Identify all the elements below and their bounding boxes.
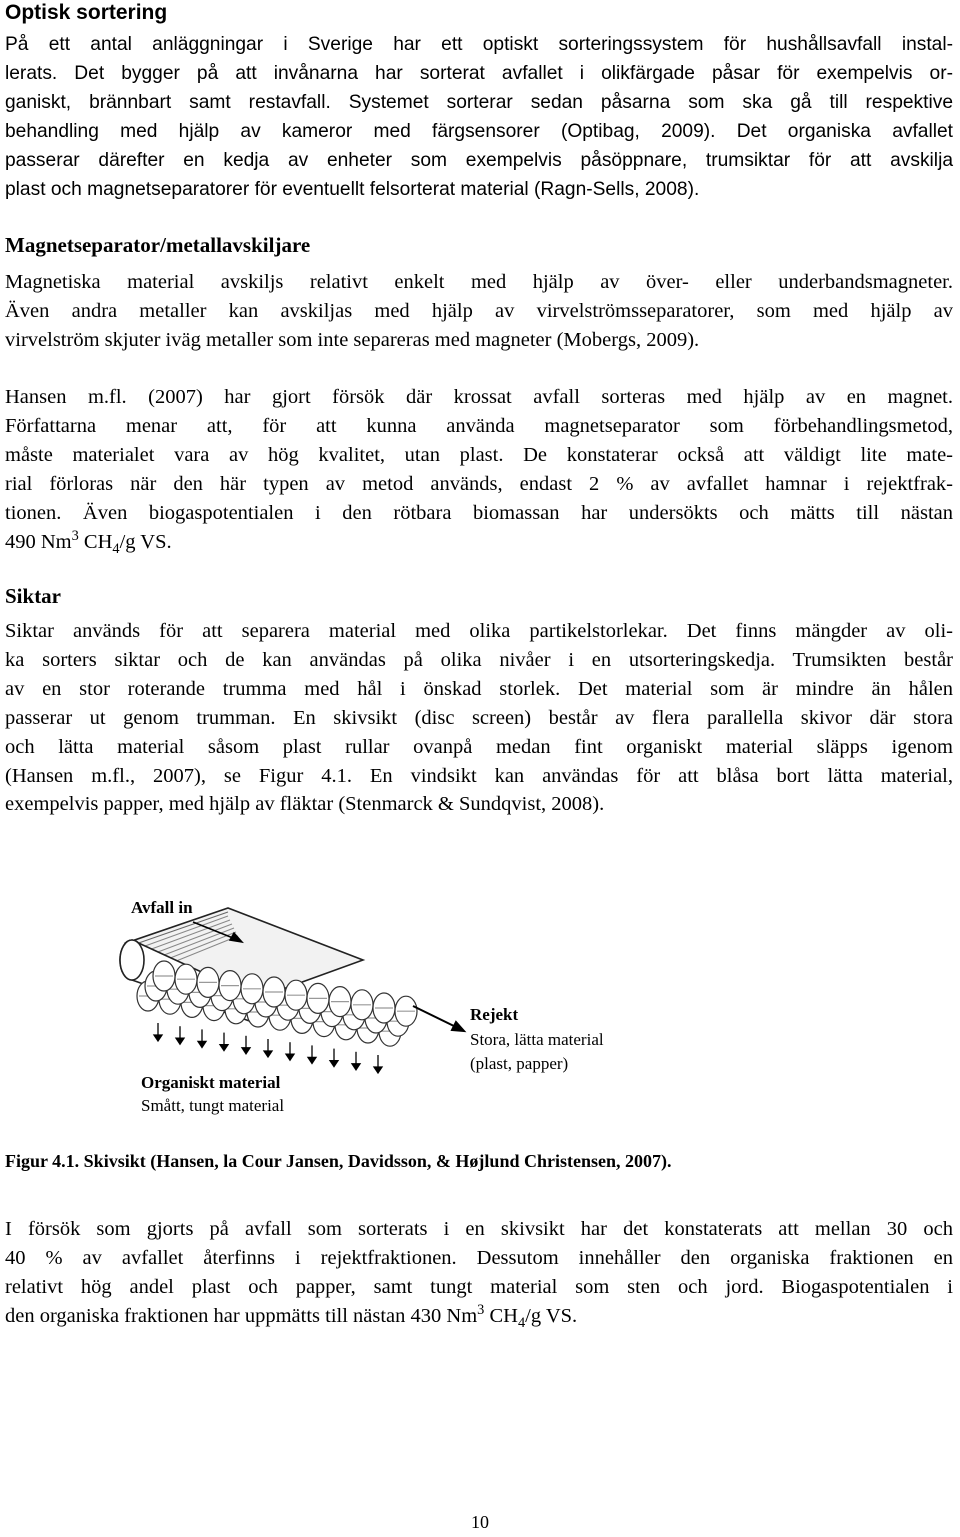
label-organiskt: Organiskt material <box>141 1073 281 1092</box>
heading-siktar: Siktar <box>5 584 62 608</box>
paragraph-magnet-1 <box>5 268 953 355</box>
text-line: rial förloras när den här typen av metod används, endast 2 % av avfallet hamnar i rejektfrak- <box>5 472 953 495</box>
text-line: den organiska fraktionen har uppmätts till nästan 430 Nm$^3$ $CH_4/g$ VS. <box>5 1301 578 1331</box>
text-line: behandling med hjälp av kameror med färgsensorer (Optibag, 2009). Det organiska avfallet <box>5 121 953 142</box>
text-line: och lätta material såsom plast rullar ovanpå medan fint organiskt material släpps igenom <box>5 735 953 758</box>
text-line: Hansen m.fl. (2007) har gjort försök där krossat avfall sorteras med hjälp av en magnet. <box>5 386 953 408</box>
heading-optisk-sortering: Optisk sortering <box>5 1 168 24</box>
text-line: 40 % av avfallet återfinns i rejektfraktionen. Dessutom innehåller den organiska fraktionen en <box>5 1246 953 1269</box>
text-line: 490 Nm$^3$ $CH_4/g$ VS. <box>5 527 172 557</box>
label-rejekt-desc-2: (plast, papper) <box>470 1054 569 1073</box>
text-line: plast och magnetseparatorer för eventuellt felsorterat material (Ragn-Sells, 2008). <box>5 179 700 200</box>
text-line: virvelström skjuter iväg metaller som inte separeras med magneter (Mobergs, 2009). <box>5 328 700 351</box>
text-line: ka sorters siktar och de kan användas på olika nivåer i en utsorteringskedja. Trumsikten består <box>5 648 953 671</box>
text-line: lerats. Det bygger på att invånarna har sorterat avfallet i olikfärgade påsar för exempelvis or- <box>5 63 953 84</box>
paragraph-magnet-2 <box>5 383 953 556</box>
paragraph-optisk <box>5 30 953 204</box>
label-rejekt-desc-1: Stora, lätta material <box>470 1030 604 1049</box>
text-line: relativt hög andel plast och papper, samt tungt material som sten och jord. Biogaspotentialen i <box>5 1275 953 1298</box>
reject-arrow <box>413 1006 464 1031</box>
text-line: I försök som gjorts på avfall som sorterats i en skivsikt har det konstaterats att mellan 30 och <box>5 1218 953 1240</box>
text-line: ganiskt, brännbart samt restavfall. Systemet sorterar sedan påsarna som ska gå till respektive <box>5 92 953 113</box>
figure-caption: Figur 4.1. Skivsikt (Hansen, la Cour Jansen, Davidsson, & Højlund Christensen, 2007). <box>5 1151 672 1171</box>
text-line: Författarna menar att, för att kunna använda magnetseparator som förbehandlingsmetod, <box>5 414 953 437</box>
paragraph-siktar <box>5 617 953 819</box>
text-line: av en stor roterande trumma med hål i önskad storlek. Det material som är mindre än hålen <box>5 677 953 700</box>
text-line: Även andra metaller kan avskiljas med hjälp av virvelströmsseparatorer, som med hjälp av <box>5 299 953 322</box>
text-line: exempelvis papper, med hjälp av fläktar (Stenmarck & Sundqvist, 2008). <box>5 793 605 816</box>
text-line: Magnetiska material avskiljs relativt enkelt med hjälp av över- eller underbandsmagneter. <box>5 271 953 293</box>
text-line: Siktar används för att separera material med olika partikelstorlekar. Det finns mängder av oli- <box>5 620 953 642</box>
text-line: (Hansen m.fl., 2007), se Figur 4.1. En vindsikt kan användas för att blåsa bort lätta material, <box>5 764 953 787</box>
text-line: passerar därefter en kedja av enheter som exempelvis påsöppnare, trumsiktar för att avskilja <box>5 150 953 171</box>
paragraph-final <box>5 1215 953 1331</box>
label-rejekt: Rejekt <box>470 1005 519 1024</box>
label-organiskt-desc: Smått, tungt material <box>141 1096 285 1115</box>
page-number: 10 <box>471 1512 489 1532</box>
text-line: måste materialet vara av hög kvalitet, utan plast. De konstaterar också att väldigt lite mate- <box>5 443 953 466</box>
text-line: tionen. Även biogaspotentialen i den rötbara biomassan har undersökts och mätts till nästan <box>5 501 953 524</box>
text-line: På ett antal anläggningar i Sverige har ett optiskt sorteringssystem för hushållsavfall instal- <box>5 34 953 55</box>
text-line: passerar ut genom trumman. En skivsikt (disc screen) består av flera parallella skivor där stora <box>5 706 953 729</box>
figure-skivsikt <box>118 888 638 1128</box>
heading-magnetseparator: Magnetseparator/metallavskiljare <box>5 233 311 257</box>
label-avfall-in: Avfall in <box>131 898 193 917</box>
